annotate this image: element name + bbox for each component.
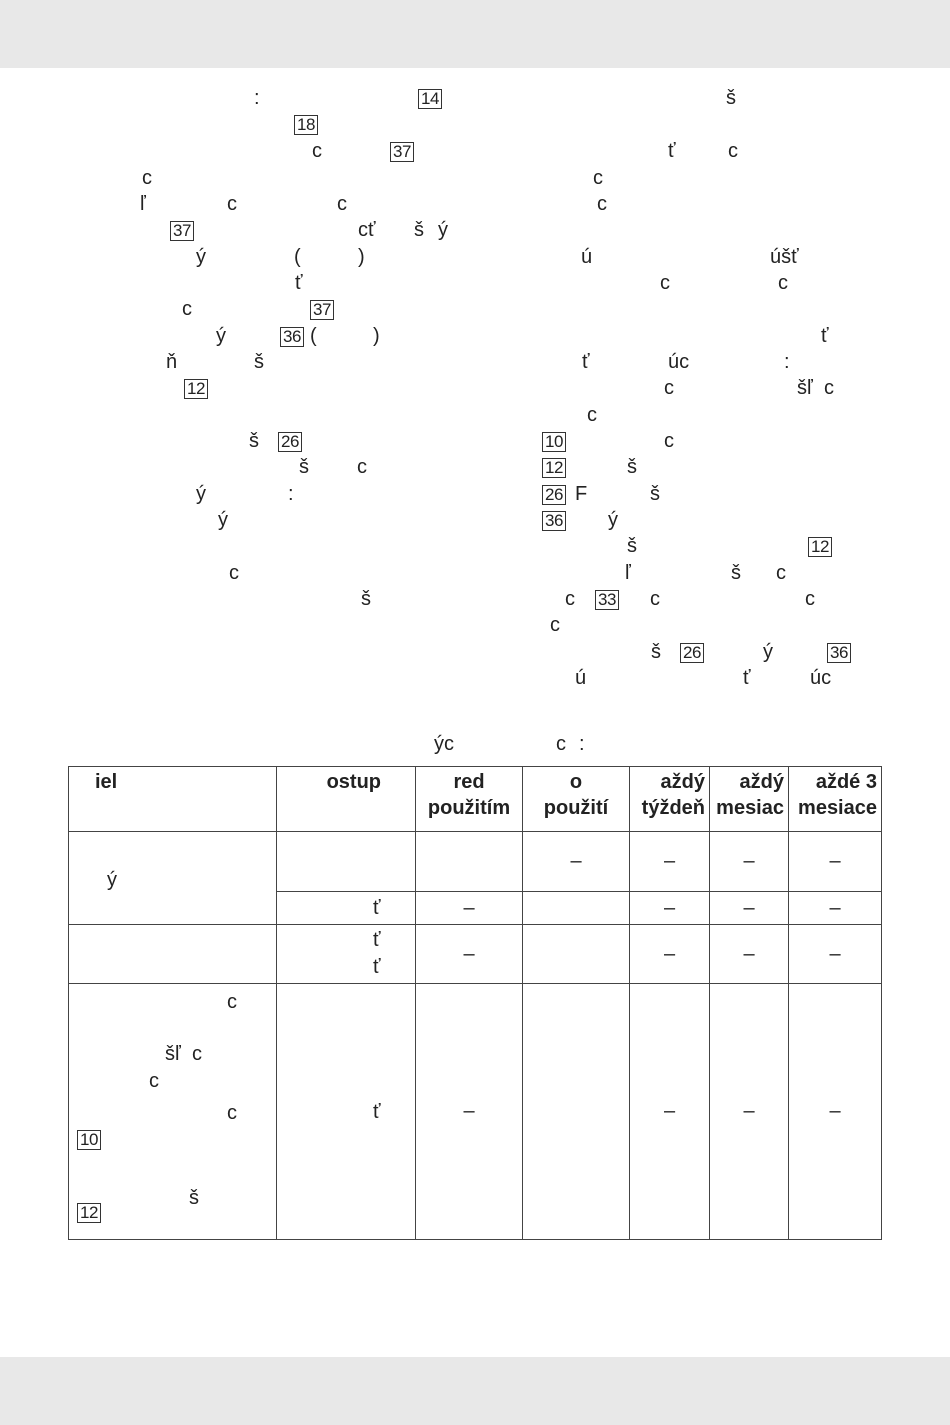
reference-number: 10 (542, 429, 566, 453)
text-fragment: š (627, 456, 637, 478)
text-fragment: ý (196, 246, 206, 268)
text-fragment: ý (218, 509, 228, 531)
table-cell: – (416, 892, 523, 925)
text-fragment: š (254, 351, 264, 373)
text-fragment: c (597, 193, 607, 215)
text-fragment: c (776, 562, 786, 584)
table-row (69, 832, 882, 892)
text-fragment: c (229, 562, 239, 584)
reference-number: 36 (827, 640, 851, 664)
table-row (69, 984, 882, 1240)
text-fragment: ý (763, 641, 773, 663)
text-fragment: c (778, 272, 788, 294)
text-fragment: c (182, 298, 192, 320)
reference-number: 14 (418, 86, 442, 110)
text-fragment: ť (743, 667, 751, 689)
reference-number: 36 (280, 324, 304, 348)
header-part: iel (69, 767, 277, 832)
text-fragment: c (805, 588, 815, 610)
table-cell: – (630, 984, 710, 1240)
header-quarterly: aždé 3 mesiace (789, 767, 882, 832)
reference-number: 12 (184, 376, 208, 400)
text-fragment: š (726, 87, 736, 109)
text-fragment: c (565, 588, 575, 610)
text-fragment: ú (575, 667, 587, 689)
text-fragment: úc (668, 351, 690, 373)
reference-number: 10 (77, 1130, 101, 1150)
text-fragment: šľ (797, 377, 813, 399)
table-cell: – (710, 984, 789, 1240)
caption-fragment: : (579, 733, 585, 755)
text-fragment: úšť (770, 246, 799, 268)
text-fragment: ( (294, 246, 301, 268)
table-row (69, 925, 882, 984)
header-monthly: aždý mesiac (710, 767, 789, 832)
text-fragment: c (227, 193, 237, 215)
text-fragment: š (361, 588, 371, 610)
text-fragment: : (784, 351, 790, 373)
table-cell: – (630, 832, 710, 892)
text-fragment: ť (582, 351, 590, 373)
care-schedule-table (68, 766, 882, 1240)
table-cell: – (789, 925, 882, 984)
reference-number: 26 (680, 640, 704, 664)
table-cell: – (416, 984, 523, 1240)
reference-number: 37 (170, 218, 194, 242)
reference-number: 12 (77, 1203, 101, 1223)
header-step: ostup (277, 767, 416, 832)
row1-part: ý (69, 832, 277, 925)
caption-fragment: c (556, 733, 566, 755)
footer-band (0, 1357, 950, 1425)
text-fragment: š (731, 562, 741, 584)
text-fragment: c (357, 456, 367, 478)
table-cell: – (710, 832, 789, 892)
reference-number: 33 (595, 587, 619, 611)
text-fragment: ť (295, 272, 303, 294)
table-cell (277, 832, 416, 892)
table-cell (69, 925, 277, 984)
table-cell: – (630, 892, 710, 925)
text-fragment: ý (608, 509, 618, 531)
text-fragment: c (664, 377, 674, 399)
header-band (0, 0, 950, 68)
text-fragment: úc (810, 667, 832, 689)
text-fragment: c (824, 377, 834, 399)
text-fragment: c (587, 404, 597, 426)
text-fragment: ľ (140, 193, 146, 215)
table-cell (523, 984, 630, 1240)
reference-number: 18 (294, 112, 318, 136)
text-fragment: c (664, 430, 674, 452)
text-fragment: š (249, 430, 259, 452)
table-cell (523, 892, 630, 925)
text-fragment: : (288, 483, 294, 505)
row3-part: c šľ c c c 10 š 12 (69, 984, 277, 1240)
text-fragment: c (660, 272, 670, 294)
text-fragment: ý (438, 219, 448, 241)
reference-number: 36 (542, 508, 566, 532)
table-cell (416, 832, 523, 892)
text-fragment: ) (373, 325, 380, 347)
table-cell: – (789, 832, 882, 892)
table-cell: ť ť (277, 925, 416, 984)
text-fragment: ť (668, 140, 676, 162)
text-fragment: c (728, 140, 738, 162)
table-cell: – (523, 832, 630, 892)
header-before-use: red použitím (416, 767, 523, 832)
text-fragment: š (651, 641, 661, 663)
table-cell: ť (277, 984, 416, 1240)
text-fragment: ľ (625, 562, 631, 584)
text-fragment: c (142, 167, 152, 189)
caption-fragment: ýc (434, 733, 454, 755)
table-cell: – (710, 925, 789, 984)
text-fragment: c (650, 588, 660, 610)
reference-number: 26 (542, 482, 566, 506)
table-header-row (69, 767, 882, 832)
text-fragment: c (337, 193, 347, 215)
text-fragment: c (312, 140, 322, 162)
text-fragment: F (575, 483, 588, 505)
header-after-use: o použití (523, 767, 630, 832)
text-fragment: ú (581, 246, 593, 268)
reference-number: 37 (310, 297, 334, 321)
text-fragment: : (254, 87, 260, 109)
table-cell: – (416, 925, 523, 984)
text-fragment: š (414, 219, 424, 241)
text-fragment: š (299, 456, 309, 478)
text-fragment: š (650, 483, 660, 505)
text-fragment: ) (358, 246, 365, 268)
text-fragment: ý (196, 483, 206, 505)
reference-number: 37 (390, 139, 414, 163)
table-cell: ť (277, 892, 416, 925)
table-cell (523, 925, 630, 984)
table-cell: – (710, 892, 789, 925)
text-fragment: c (550, 614, 560, 636)
text-fragment: c (593, 167, 603, 189)
text-fragment: cť (358, 219, 376, 241)
table-cell: – (789, 892, 882, 925)
table-cell: – (789, 984, 882, 1240)
text-fragment: ň (166, 351, 178, 373)
text-fragment: ý (216, 325, 226, 347)
reference-number: 12 (808, 534, 832, 558)
table-cell: – (630, 925, 710, 984)
reference-number: 26 (278, 429, 302, 453)
text-fragment: š (627, 535, 637, 557)
reference-number: 12 (542, 455, 566, 479)
text-fragment: ť (821, 325, 829, 347)
text-fragment: ( (310, 325, 317, 347)
header-weekly: aždý týždeň (630, 767, 710, 832)
